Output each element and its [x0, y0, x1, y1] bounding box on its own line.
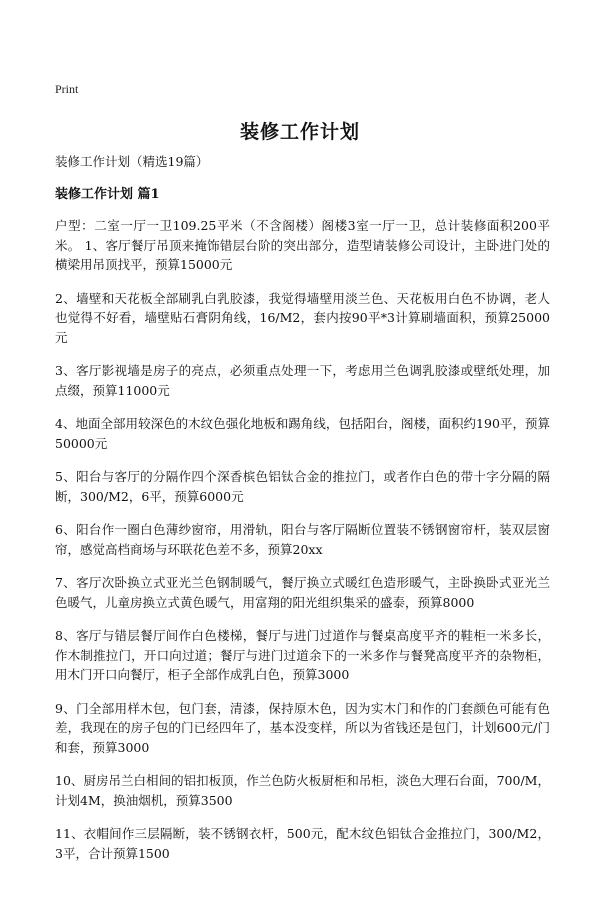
paragraph-1: 户型：二室一厅一卫109.25平米（不含阁楼）阁楼3室一厅一卫，总计装修面积200平米。 1、客厅餐厅吊顶来掩饰错层台阶的突出部分，造型请装修公司设计，主卧进门处的横梁用吊顶找平，预算15000元: [55, 218, 550, 272]
paragraph-9: 9、门全部用样木包，包门套，清漆，保持原木色，因为实木门和作的门套颜色可能有色差，我现在的房子包的门已经四年了，基本没变样，所以为省钱还是包门，计划600元/门和套，预算3000: [55, 700, 550, 755]
paragraph-3: 3、客厅影视墙是房子的亮点，必须重点处理一下，考虑用兰色调乳胶漆或壁纸处理，加点缀，预算11000元: [55, 363, 550, 398]
paragraph-7: 7、客厅次卧换立式亚光兰色钢制暖气，餐厅换立式暖红色造形暖气，主卧换卧式亚光兰色暖气，儿童房换立式黄色暖气，用富翔的阳光组织集采的盛泰，预算8000: [55, 575, 550, 610]
paragraph-8: 8、客厅与错层餐厅间作白色楼梯，餐厅与进门过道作与餐桌高度平齐的鞋柜一米多长，作木制推拉门，开口向过道；餐厅与进门过道余下的一米多作与餐凳高度平齐的杂物柜，用木门开口向餐厅，柜子全部作成乳白色，预算3000: [55, 628, 550, 682]
print-link[interactable]: Print: [55, 82, 79, 96]
document-subtitle: 装修工作计划（精选19篇）: [55, 154, 209, 169]
paragraph-4: 4、地面全部用较深色的木纹色强化地板和踢角线，包括阳台，阁楼，面积约190平，预算50000元: [55, 416, 550, 451]
paragraph-10: 10、厨房吊兰白相间的铝扣板顶，作兰色防火板厨柜和吊柜，淡色大理石台面，700/M，计划4M，换油烟机，预算3500: [55, 773, 550, 808]
section-heading: 装修工作计划 篇1: [55, 187, 160, 202]
document-body: [55, 216, 550, 877]
paragraph-5: 5、阳台与客厅的分隔作四个深香槟色铝钛合金的推拉门，或者作白色的带十字分隔的隔断，300/M2，6平，预算6000元: [55, 469, 550, 504]
paragraph-6: 6、阳台作一圈白色薄纱窗帘，用滑轨，阳台与客厅隔断位置装不锈钢窗帘杆，装双层窗帘，感觉高档商场与环联花色差不多，预算20xx: [55, 522, 550, 557]
paragraph-2: 2、墙壁和天花板全部刷乳白乳胶漆，我觉得墙壁用淡兰色、天花板用白色不协调，老人也觉得不好看，墙壁贴石膏阴角线，16/M2，套内按90平*3计算刷墙面积，预算25000元: [55, 290, 550, 345]
document-title: 装修工作计划: [239, 121, 360, 143]
paragraph-11: 11、衣帽间作三层隔断，装不锈钢衣杆，500元，配木纹色铝钛合金推拉门，300/M2，3平，合计预算1500: [55, 826, 550, 861]
